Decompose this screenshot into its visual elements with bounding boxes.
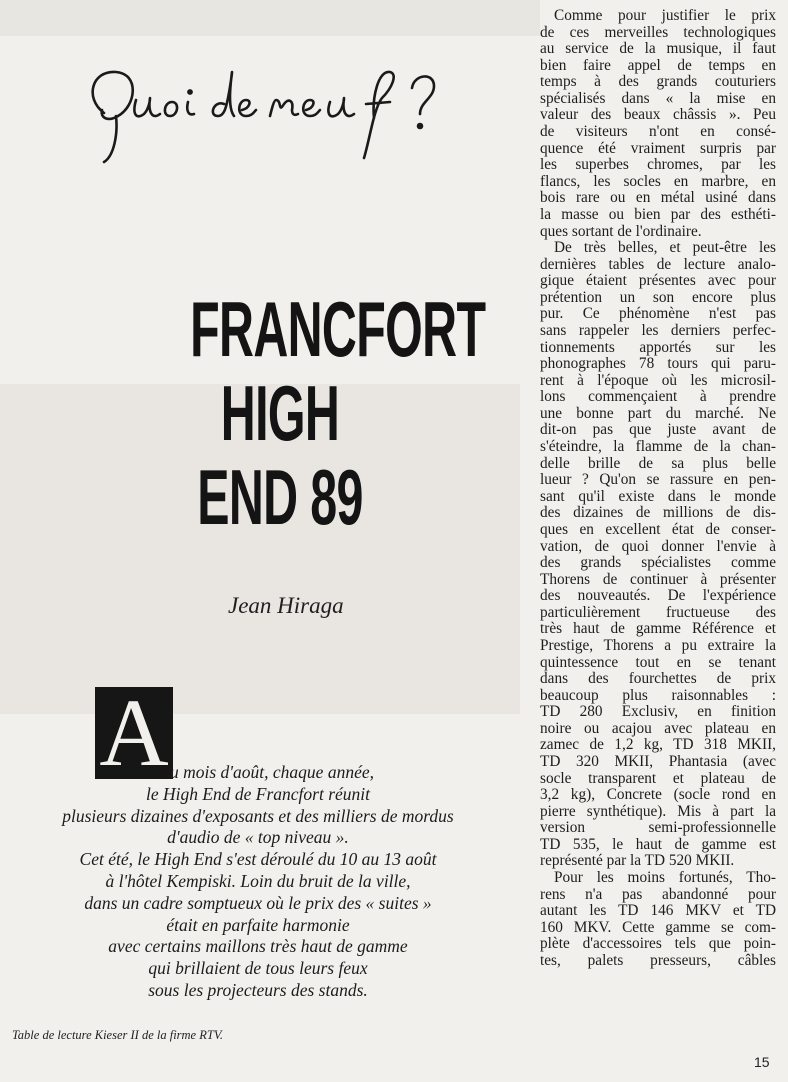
intro-line: était en parfaite harmonie xyxy=(166,914,350,935)
body-line: bien faire appel de temps en xyxy=(540,56,776,74)
intro-line: Cet été, le High End s'est déroulé du 10 au 13 août xyxy=(79,849,437,870)
intro-line: le High End de Francfort réunit xyxy=(145,783,371,804)
body-line: plète d'accessoires tels que poin- xyxy=(540,935,776,953)
intro-line: plusieurs dizaines d'exposants et des milliers de mordus xyxy=(62,805,454,826)
intro-line: u mois d'août, chaque année, xyxy=(170,762,374,782)
body-line: très haut de gamme Référence et xyxy=(540,620,776,638)
handwritten-headline-logo xyxy=(74,58,474,166)
body-line: Comme pour justifier le prix xyxy=(554,7,776,24)
body-line: flancs, les socles en marbre, en xyxy=(540,172,776,190)
author-byline: Jean Hiraga xyxy=(228,593,344,618)
body-line: beaucoup plus raisonnables : xyxy=(540,686,776,704)
body-line: spécialisés dans « la mise en xyxy=(540,89,776,107)
body-line: quintessence tout en se tenant xyxy=(540,653,776,671)
intro-paragraph xyxy=(0,762,516,1002)
body-line: noire ou acajou avec plateau en xyxy=(540,719,776,737)
body-line: particulièrement fructueuse des xyxy=(540,603,776,621)
body-line: des nouveautés. De l'expérience xyxy=(540,587,776,605)
body-line: dans des fourchettes de prix xyxy=(540,670,776,688)
bleed-through-top xyxy=(0,0,540,36)
body-line: la masse ou bien par des esthéti- xyxy=(540,205,776,223)
intro-line: dans un cadre somptueux où le prix des « suites » xyxy=(84,892,432,913)
title-line-end-89: END 89 xyxy=(197,453,363,541)
body-line: zamec de 1,2 kg, TD 318 MKII, xyxy=(540,736,776,754)
body-column xyxy=(540,8,776,970)
body-line: tionnements apportés sur les xyxy=(540,338,776,356)
body-line: TD 535, le haut de gamme est xyxy=(540,835,776,853)
intro-line: sous les projecteurs des stands. xyxy=(148,979,368,1000)
body-line: Thorens de continuer à présenter xyxy=(540,570,776,588)
body-line: prétention un son encore plus xyxy=(540,288,776,306)
body-line: des dizaines de millions de dis- xyxy=(540,504,776,522)
intro-line: avec certains maillons très haut de gamme xyxy=(108,936,408,957)
body-line: TD 280 Exclusiv, en finition xyxy=(540,703,776,721)
title-line-francfort: FRANCFORT xyxy=(190,285,486,373)
body-line: 160 MKV. Cette gamme se com- xyxy=(540,918,776,936)
body-line: pierre synthétique). Mis à part la xyxy=(540,802,776,820)
body-line: delle brille de sa plus belle xyxy=(540,454,776,472)
body-line: au service de la musique, il faut xyxy=(540,40,776,58)
body-line: sans rappeler les derniers perfec- xyxy=(540,321,776,339)
body-line: valeur des beaux châssis ». Peu xyxy=(540,106,776,124)
body-line: rens n'a pas abandonné pour xyxy=(540,885,776,903)
body-line: pur. Ce phénomène n'est pas xyxy=(540,305,776,323)
photo-caption: Table de lecture Kieser II de la firme RTV. xyxy=(12,1028,223,1042)
body-line: s'éteindre, la flamme de la chan- xyxy=(540,438,776,456)
body-line: gique étaient présentes avec pour xyxy=(540,272,776,290)
body-line: vation, de quoi donner l'envie à xyxy=(540,537,776,555)
body-line: une bonne part du marché. Ne xyxy=(540,404,776,422)
body-line: quence été vraiment surpris par xyxy=(540,139,776,157)
body-line: dit-on pas que juste avant de xyxy=(540,421,776,439)
body-line: Pour les moins fortunés, Tho- xyxy=(554,869,776,887)
article-title xyxy=(190,285,486,541)
body-line: lons commençaient à prendre xyxy=(540,388,776,406)
body-line: sant qu'il existe dans le monde xyxy=(540,487,776,505)
body-line: lueur ? Qu'on se rassure en pen- xyxy=(540,471,776,489)
body-line: De très belles, et peut-être les xyxy=(554,239,776,257)
body-line: de ces merveilles technologiques xyxy=(540,23,776,41)
body-line: temps à des grands couturiers xyxy=(540,73,776,91)
page-number: 15 xyxy=(754,1054,770,1070)
handwritten-headline xyxy=(74,58,474,166)
body-line: version semi-professionnelle xyxy=(540,819,776,837)
intro-line: qui brillaient de tous leurs feux xyxy=(148,958,368,979)
body-line: les superbes chromes, par les xyxy=(540,156,776,174)
body-line: représenté par la TD 520 MKII. xyxy=(540,852,735,870)
body-line: de visiteurs n'ont en consé- xyxy=(540,123,776,141)
intro-line: à l'hôtel Kempiski. Loin du bruit de la ville, xyxy=(105,870,411,891)
title-line-high: HIGH xyxy=(220,369,340,457)
body-line: socle transparent et plateau de xyxy=(540,769,776,787)
body-line: bois rare ou en métal usiné dans xyxy=(540,189,776,207)
body-line: rent à l'époque où les microsil- xyxy=(540,371,776,389)
body-line: ques en excellent état de conser- xyxy=(540,520,776,538)
body-line: des grands spécialistes comme xyxy=(540,554,776,572)
body-line: tes, palets presseurs, câbles xyxy=(540,951,776,969)
body-line: 3,2 kg), Concrete (socle rond en xyxy=(540,786,776,804)
body-line: Prestige, Thorens a pu extraire la xyxy=(540,636,776,654)
body-line: ques sortant de l'ordinaire. xyxy=(540,222,702,240)
drop-cap: A xyxy=(95,687,173,779)
body-line: phonographes 78 tours qui paru- xyxy=(540,355,776,373)
body-line: TD 320 MKII, Phantasia (avec xyxy=(540,753,776,771)
body-line: autant les TD 146 MKV et TD xyxy=(540,902,776,920)
intro-line: d'audio de « top niveau ». xyxy=(167,827,349,848)
body-line: dernières tables de lecture analo- xyxy=(540,255,776,273)
